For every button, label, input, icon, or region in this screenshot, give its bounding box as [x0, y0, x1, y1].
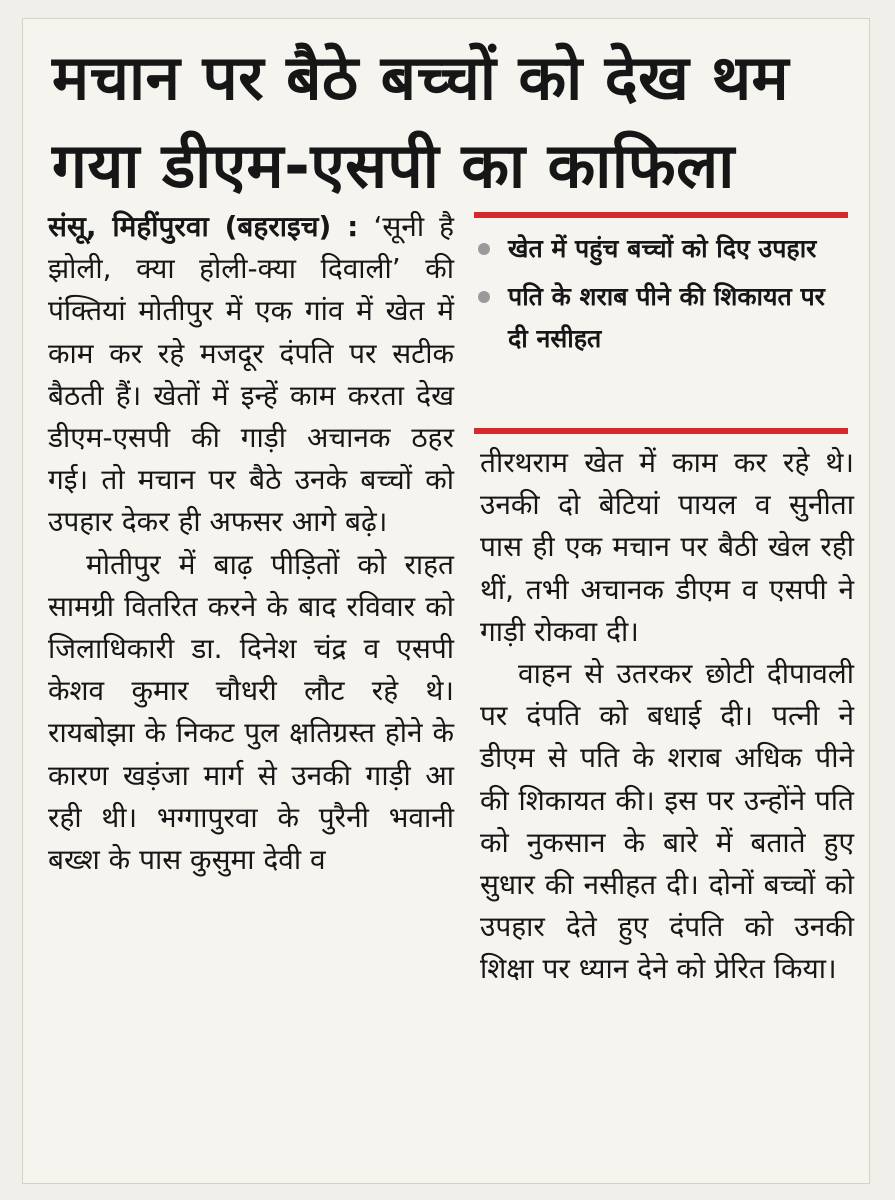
bullet-icon [478, 291, 490, 303]
headline-line-1: मचान पर बैठे बच्चों को देख थम [52, 41, 790, 114]
paragraph-1-text: ‘सूनी है झोली, क्या होली-क्या दिवाली’ की पंक्तियां मोतीपुर में एक गांव में खेत में काम कर रहे मजदूर दंपति पर सटीक बैठती हैं। खेतों में इन्हें काम करता देख डीएम-एसपी की गाड़ी अचानक ठहर गई। तो मचान पर बैठे उनके बच्चों को उपहार देकर ही अफसर आगे बढ़े। [48, 210, 454, 539]
article-paragraph-1 [48, 206, 454, 544]
highlight-text: खेत में पहुंच बच्चों को दिए उपहार [508, 234, 817, 263]
highlight-item [474, 276, 848, 360]
highlight-item [474, 228, 848, 270]
headline [52, 34, 852, 210]
red-rule-top [474, 212, 848, 218]
article-column-right [480, 442, 854, 991]
bullet-icon [478, 243, 490, 255]
article-paragraph-4: वाहन से उतरकर छोटी दीपावली पर दंपति को बधाई दी। पत्नी ने डीएम से पति के शराब अधिक पीने की शिकायत की। इस पर उन्होंने पति को नुकसान के बारे में बताते हुए सुधार की नसीहत दी। दोनों बच्चों को उपहार देते हुए दंपति को उनकी शिक्षा पर ध्यान देने को प्रेरित किया। [480, 657, 854, 986]
headline-line-2: गया डीएम-एसपी का काफिला [52, 129, 735, 202]
article-paragraph-3: तीरथराम खेत में काम कर रहे थे। उनकी दो बेटियां पायल व सुनीता पास ही एक मचान पर बैठी खेल रही थीं, तभी अचानक डीएम व एसपी ने गाड़ी रोकवा दी। [480, 446, 854, 648]
newspaper-clipping [22, 18, 870, 1184]
highlight-text: पति के शराब पीने की शिकायत पर दी नसीहत [508, 282, 825, 353]
byline: संसू, मिहींपुरवा (बहराइच) : [48, 210, 359, 243]
article-column-left [48, 206, 454, 881]
red-rule-bottom [474, 428, 848, 434]
article-paragraph-2: मोतीपुर में बाढ़ पीड़ितों को राहत सामग्री वितरित करने के बाद रविवार को जिलाधिकारी डा. दिनेश चंद्र व एसपी केशव कुमार चौधरी लौट रहे थे। रायबोझा के निकट पुल क्षतिग्रस्त होने के कारण खड़ंजा मार्ग से उनकी गाड़ी आ रही थी। भग्गापुरवा के पुरैनी भवानी बख्श के पास कुसुमा देवी व [48, 547, 454, 877]
highlights-box [474, 228, 848, 366]
